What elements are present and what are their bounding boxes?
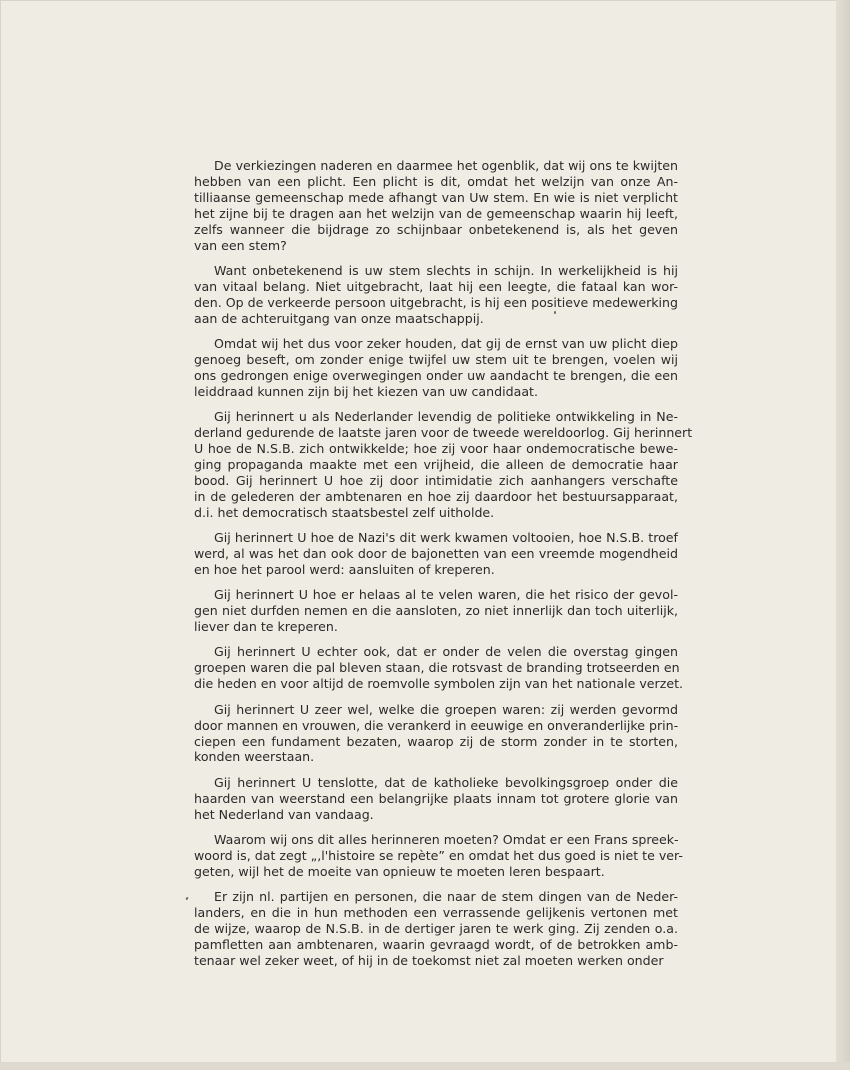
text-line: pamfletten aan ambtenaren, waarin gevraagd wordt, of de betrokken amb- (194, 936, 678, 952)
paragraph (194, 263, 678, 327)
text-line: Gij herinnert U tenslotte, dat de katholieke bevolkingsgroep onder die (214, 774, 678, 790)
text-line: konden weerstaan. (194, 749, 315, 765)
paragraph (194, 775, 678, 823)
text-line: d.i. het democratisch staatsbestel zelf uitholde. (194, 504, 495, 520)
text-line: haarden van weerstand een belangrijke plaats innam tot grotere glorie van (194, 790, 678, 806)
text-line: bood. Gij herinnert U hoe zij door intimidatie zich aanhangers verschafte (194, 472, 678, 488)
text-line: het Nederland van vandaag. (194, 806, 374, 822)
text-line: die heden en voor altijd de roemvolle symbolen zijn van het nationale verzet. (194, 676, 684, 692)
text-line: tenaar wel zeker weet, of hij in de toekomst niet zal moeten werken onder (194, 952, 664, 968)
text-line: van vitaal belang. Niet uitgebracht, laat hij een leegte, die fataal kan wor- (194, 278, 678, 294)
text-line: groepen waren die pal bleven staan, die rotsvast de branding trotseerden en (194, 660, 680, 676)
paper-speck (185, 897, 188, 901)
text-line: Omdat wij het dus voor zeker houden, dat gij de ernst van uw plicht diep (214, 336, 678, 352)
paragraph (194, 158, 678, 253)
text-line: U hoe de N.S.B. zich ontwikkelde; hoe zij voor haar ondemocratische bewe- (194, 441, 678, 456)
text-line: Gij herinnert U hoe de Nazi's dit werk kwamen voltooien, hoe N.S.B. troef (214, 530, 678, 546)
text-line: Er zijn nl. partijen en personen, die naar de stem dingen van de Neder- (214, 889, 678, 905)
paragraph (194, 832, 683, 880)
paragraph (194, 336, 678, 400)
text-line: woord is, dat zegt „,l'histoire se repète” en omdat het dus goed is niet te ver- (194, 847, 683, 863)
text-line: aan de achteruitgang van onze maatschappij. (194, 310, 484, 326)
text-line: ons gedrongen enige overwegingen onder uw aandacht te brengen, die een (194, 367, 678, 383)
page-edge-shadow (836, 0, 850, 1070)
paragraph (194, 409, 693, 520)
text-line: door mannen en vrouwen, die verankerd in eeuwige en onveranderlijke prin- (194, 717, 679, 733)
text-line: ging propaganda maakte met een vrijheid, die alleen de democratie haar (194, 456, 678, 472)
page-bottom-edge (0, 1062, 850, 1070)
text-line: hebben van een plicht. Een plicht is dit, omdat het welzijn van onze An- (194, 173, 678, 189)
text-line: Want onbetekenend is uw stem slechts in schijn. In werkelijkheid is hij (214, 262, 678, 278)
text-line: werd, al was het dan ook door de bajonetten van een vreemde mogendheid (194, 545, 678, 561)
text-line: Gij herinnert u als Nederlander levendig de politieke ontwikkeling in Ne- (214, 409, 678, 425)
text-line: de wijze, waarop de N.S.B. in de dertiger jaren te werk ging. Zij zenden o.a. (194, 921, 678, 937)
text-line: den. Op de verkeerde persoon uitgebracht, is hij een positieve medewerking (194, 294, 679, 310)
text-line: ciepen een fundament bezaten, waarop zij de storm zonder in te storten, (194, 733, 678, 749)
text-line: tilliaanse gemeenschap mede afhangt van Uw stem. En wie is niet verplicht (194, 189, 678, 205)
paragraph (194, 889, 678, 969)
text-line: Gij herinnert U zeer wel, welke die groepen waren: zij werden gevormd (214, 701, 678, 717)
text-line: De verkiezingen naderen en daarmee het ogenblik, dat wij ons te kwijten (214, 158, 678, 173)
text-line: Gij herinnert U hoe er helaas al te velen waren, die het risico der gevol- (214, 587, 678, 603)
paragraph (194, 702, 678, 766)
text-line: leiddraad kunnen zijn bij het kiezen van uw candidaat. (194, 383, 538, 399)
text-line: Gij herinnert U echter ook, dat er onder de velen die overstag gingen (214, 644, 678, 660)
text-line: geten, wijl het de moeite van opnieuw te moeten leren bespaart. (194, 863, 605, 879)
text-line: van een stem? (194, 237, 287, 253)
text-line: zelfs wanneer die bijdrage zo schijnbaar onbetekenend is, als het geven (194, 221, 678, 237)
text-line: landers, en die in hun methoden een verrassende gelijkenis vertonen met (194, 905, 678, 921)
text-line: derland gedurende de laatste jaren voor de tweede wereldoorlog. Gij herinnert (194, 425, 693, 441)
text-line: Waarom wij ons dit alles herinneren moeten? Omdat er een Frans spreek- (214, 832, 679, 848)
text-line: gen niet durfden nemen en die aansloten, zo niet innerlijk dan toch uiterlijk, (194, 603, 678, 619)
paragraph (194, 530, 678, 578)
text-line: liever dan te kreperen. (194, 619, 338, 635)
paragraph (194, 587, 678, 635)
paragraph (194, 644, 684, 692)
text-line: en hoe het parool werd: aansluiten of kreperen. (194, 561, 495, 577)
letter-body (194, 158, 693, 978)
text-line: genoeg beseft, om zonder enige twijfel uw stem uit te brengen, voelen wij (194, 351, 678, 367)
text-line: in de gelederen der ambtenaren en hoe zij daardoor het bestuursapparaat, (194, 488, 678, 504)
text-line: het zijne bij te dragen aan het welzijn van de gemeenschap waarin hij leeft, (194, 205, 678, 221)
